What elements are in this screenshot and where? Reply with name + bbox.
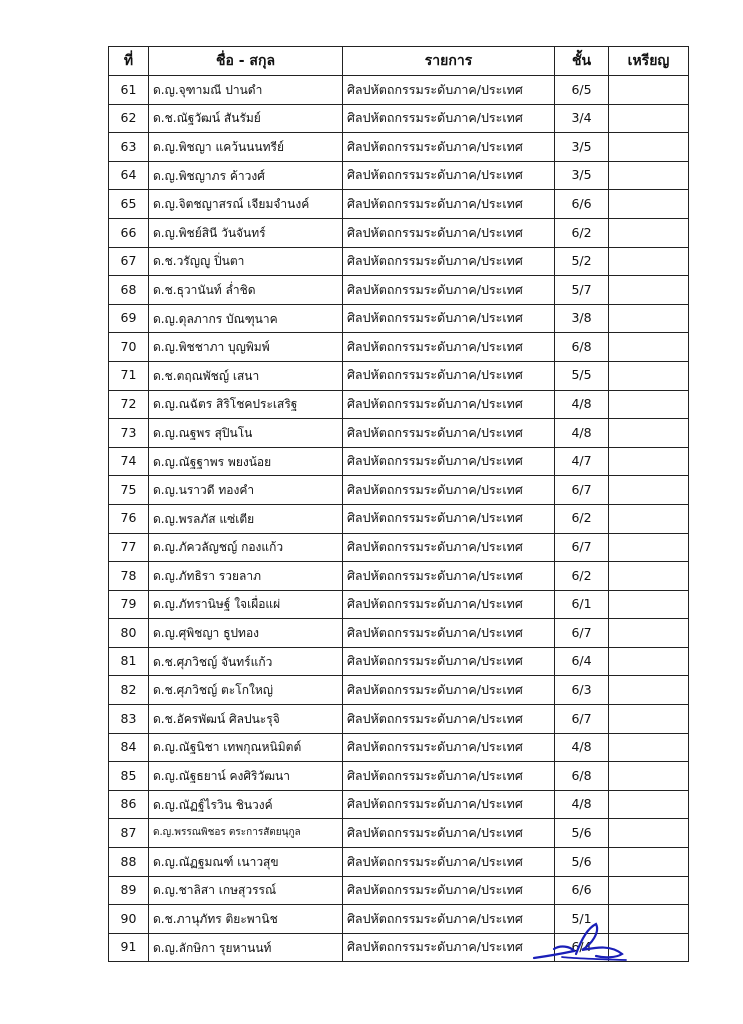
competition-item: ศิลปหัตถกรรมระดับภาค/ประเทศ (343, 419, 555, 448)
class-level: 3/8 (555, 304, 609, 333)
competition-item: ศิลปหัตถกรรมระดับภาค/ประเทศ (343, 762, 555, 791)
medal-cell (609, 705, 689, 734)
competition-item: ศิลปหัตถกรรมระดับภาค/ประเทศ (343, 848, 555, 877)
medal-cell (609, 190, 689, 219)
medal-cell (609, 333, 689, 362)
medal-cell (609, 76, 689, 105)
medal-cell (609, 533, 689, 562)
medal-cell (609, 504, 689, 533)
medal-cell (609, 647, 689, 676)
row-number: 89 (109, 876, 149, 905)
class-level: 3/4 (555, 104, 609, 133)
table-row (109, 647, 689, 676)
table-row (109, 590, 689, 619)
table-row (109, 562, 689, 591)
class-level: 6/2 (555, 504, 609, 533)
competition-item: ศิลปหัตถกรรมระดับภาค/ประเทศ (343, 476, 555, 505)
competition-item: ศิลปหัตถกรรมระดับภาค/ประเทศ (343, 705, 555, 734)
medal-cell (609, 447, 689, 476)
student-name: ด.ญ.ภัควลัญชญ์ กองแก้ว (149, 533, 343, 562)
class-level: 4/8 (555, 419, 609, 448)
class-level: 6/2 (555, 562, 609, 591)
class-level: 4/8 (555, 790, 609, 819)
competition-item: ศิลปหัตถกรรมระดับภาค/ประเทศ (343, 190, 555, 219)
medal-cell (609, 476, 689, 505)
medal-cell (609, 676, 689, 705)
student-name: ด.ช.ณัฐวัฒน์ สันรัมย์ (149, 104, 343, 133)
class-level: 6/3 (555, 676, 609, 705)
table-row (109, 133, 689, 162)
student-name: ด.ช.ศุภวิชญ์ ตะโกใหญ่ (149, 676, 343, 705)
table-row (109, 876, 689, 905)
competition-item: ศิลปหัตถกรรมระดับภาค/ประเทศ (343, 647, 555, 676)
student-name: ด.ช.อัครพัฒน์ ศิลปนะรุจิ (149, 705, 343, 734)
header-number: ที่ (109, 47, 149, 76)
table-row (109, 390, 689, 419)
table-row (109, 533, 689, 562)
student-name: ด.ช.ตฤณพัชญ์ เสนา (149, 361, 343, 390)
class-level: 6/7 (555, 619, 609, 648)
class-level: 6/1 (555, 590, 609, 619)
table-row (109, 762, 689, 791)
row-number: 71 (109, 361, 149, 390)
award-list-table (108, 46, 689, 962)
table-row (109, 104, 689, 133)
student-name: ด.ญ.จิตชญาสรณ์ เจียมจำนงค์ (149, 190, 343, 219)
row-number: 82 (109, 676, 149, 705)
medal-cell (609, 876, 689, 905)
class-level: 4/7 (555, 447, 609, 476)
student-name: ด.ญ.ณัฏฐ์ไรวิน ชินวงค์ (149, 790, 343, 819)
row-number: 65 (109, 190, 149, 219)
competition-item: ศิลปหัตถกรรมระดับภาค/ประเทศ (343, 933, 555, 962)
medal-cell (609, 104, 689, 133)
row-number: 72 (109, 390, 149, 419)
class-level: 6/2 (555, 218, 609, 247)
row-number: 63 (109, 133, 149, 162)
row-number: 77 (109, 533, 149, 562)
competition-item: ศิลปหัตถกรรมระดับภาค/ประเทศ (343, 218, 555, 247)
row-number: 74 (109, 447, 149, 476)
competition-item: ศิลปหัตถกรรมระดับภาค/ประเทศ (343, 819, 555, 848)
table-row (109, 848, 689, 877)
student-name: ด.ช.ภานุภัทร ติยะพานิช (149, 905, 343, 934)
row-number: 67 (109, 247, 149, 276)
table-row (109, 733, 689, 762)
competition-item: ศิลปหัตถกรรมระดับภาค/ประเทศ (343, 333, 555, 362)
medal-cell (609, 790, 689, 819)
student-name: ด.ญ.นราวดี ทองคำ (149, 476, 343, 505)
class-level: 4/8 (555, 733, 609, 762)
student-name: ด.ญ.ณัฐฐาพร พยงน้อย (149, 447, 343, 476)
medal-cell (609, 304, 689, 333)
table-row (109, 76, 689, 105)
row-number: 83 (109, 705, 149, 734)
student-name: ด.ช.ศุภวิชญ์ จันทร์แก้ว (149, 647, 343, 676)
table-row (109, 304, 689, 333)
student-name: ด.ญ.ณฐพร สุปินโน (149, 419, 343, 448)
row-number: 88 (109, 848, 149, 877)
student-name: ด.ช.ธุวานันท์ ล่ำชิด (149, 276, 343, 305)
class-level: 6/4 (555, 933, 609, 962)
row-number: 91 (109, 933, 149, 962)
row-number: 61 (109, 76, 149, 105)
competition-item: ศิลปหัตถกรรมระดับภาค/ประเทศ (343, 905, 555, 934)
class-level: 5/1 (555, 905, 609, 934)
student-name: ด.ญ.ชาลิสา เกษสุวรรณ์ (149, 876, 343, 905)
row-number: 78 (109, 562, 149, 591)
row-number: 69 (109, 304, 149, 333)
table-row (109, 476, 689, 505)
row-number: 70 (109, 333, 149, 362)
medal-cell (609, 762, 689, 791)
competition-item: ศิลปหัตถกรรมระดับภาค/ประเทศ (343, 504, 555, 533)
class-level: 4/8 (555, 390, 609, 419)
student-name: ด.ญ.พรลภัส แซ่เตีย (149, 504, 343, 533)
table-row (109, 790, 689, 819)
table-row (109, 247, 689, 276)
student-name: ด.ญ.ณัฐนิชา เทพกุณหนิมิตต์ (149, 733, 343, 762)
table-row (109, 190, 689, 219)
row-number: 84 (109, 733, 149, 762)
student-name: ด.ญ.ณฉัตร สิริโชคประเสริฐ (149, 390, 343, 419)
student-name: ด.ญ.ศุพิชญา ธูปทอง (149, 619, 343, 648)
student-name: ด.ญ.พิชญาภร ค้าวงศ์ (149, 161, 343, 190)
medal-cell (609, 848, 689, 877)
competition-item: ศิลปหัตถกรรมระดับภาค/ประเทศ (343, 533, 555, 562)
competition-item: ศิลปหัตถกรรมระดับภาค/ประเทศ (343, 447, 555, 476)
competition-item: ศิลปหัตถกรรมระดับภาค/ประเทศ (343, 361, 555, 390)
competition-item: ศิลปหัตถกรรมระดับภาค/ประเทศ (343, 790, 555, 819)
competition-item: ศิลปหัตถกรรมระดับภาค/ประเทศ (343, 247, 555, 276)
table-row (109, 361, 689, 390)
student-name: ด.ญ.ลักษิกา รุยหานนท์ (149, 933, 343, 962)
class-level: 5/5 (555, 361, 609, 390)
competition-item: ศิลปหัตถกรรมระดับภาค/ประเทศ (343, 390, 555, 419)
class-level: 5/6 (555, 819, 609, 848)
table-row (109, 819, 689, 848)
class-level: 6/6 (555, 876, 609, 905)
competition-item: ศิลปหัตถกรรมระดับภาค/ประเทศ (343, 76, 555, 105)
class-level: 5/7 (555, 276, 609, 305)
competition-item: ศิลปหัตถกรรมระดับภาค/ประเทศ (343, 304, 555, 333)
medal-cell (609, 133, 689, 162)
row-number: 86 (109, 790, 149, 819)
table-body (109, 76, 689, 962)
table-row (109, 504, 689, 533)
row-number: 85 (109, 762, 149, 791)
header-item: รายการ (343, 47, 555, 76)
student-name: ด.ญ.พิชญา แคว้นนนทรีย์ (149, 133, 343, 162)
class-level: 5/2 (555, 247, 609, 276)
competition-item: ศิลปหัตถกรรมระดับภาค/ประเทศ (343, 590, 555, 619)
header-class: ชั้น (555, 47, 609, 76)
class-level: 6/8 (555, 762, 609, 791)
medal-cell (609, 819, 689, 848)
row-number: 62 (109, 104, 149, 133)
medal-cell (609, 733, 689, 762)
class-level: 6/7 (555, 476, 609, 505)
medal-cell (609, 247, 689, 276)
table-row (109, 333, 689, 362)
student-name: ด.ญ.ณัฏฐมณฑ์ เนาวสุข (149, 848, 343, 877)
medal-cell (609, 562, 689, 591)
competition-item: ศิลปหัตถกรรมระดับภาค/ประเทศ (343, 733, 555, 762)
medal-cell (609, 361, 689, 390)
student-name: ด.ญ.ณัฐธยาน์ คงศิริวัฒนา (149, 762, 343, 791)
medal-cell (609, 590, 689, 619)
competition-item: ศิลปหัตถกรรมระดับภาค/ประเทศ (343, 133, 555, 162)
header-medal: เหรียญ (609, 47, 689, 76)
table-row (109, 619, 689, 648)
competition-item: ศิลปหัตถกรรมระดับภาค/ประเทศ (343, 104, 555, 133)
row-number: 68 (109, 276, 149, 305)
student-name: ด.ญ.พรรณพิชอร ตระการสัตยนุกูล (149, 819, 343, 848)
table-row (109, 161, 689, 190)
class-level: 6/4 (555, 647, 609, 676)
table-row (109, 705, 689, 734)
table-row (109, 676, 689, 705)
class-level: 5/6 (555, 848, 609, 877)
competition-item: ศิลปหัตถกรรมระดับภาค/ประเทศ (343, 676, 555, 705)
student-name: ด.ญ.ภัทธิรา รวยลาภ (149, 562, 343, 591)
row-number: 79 (109, 590, 149, 619)
medal-cell (609, 276, 689, 305)
class-level: 3/5 (555, 161, 609, 190)
competition-item: ศิลปหัตถกรรมระดับภาค/ประเทศ (343, 562, 555, 591)
row-number: 73 (109, 419, 149, 448)
class-level: 3/5 (555, 133, 609, 162)
competition-item: ศิลปหัตถกรรมระดับภาค/ประเทศ (343, 276, 555, 305)
medal-cell (609, 161, 689, 190)
student-name: ด.ญ.ภัทรานิษฐ์ ใจเผื่อแผ่ (149, 590, 343, 619)
medal-cell (609, 218, 689, 247)
student-name: ด.ญ.พิชชาภา บุญพิมพ์ (149, 333, 343, 362)
row-number: 80 (109, 619, 149, 648)
class-level: 6/8 (555, 333, 609, 362)
row-number: 87 (109, 819, 149, 848)
header-name: ชื่อ - สกุล (149, 47, 343, 76)
class-level: 6/5 (555, 76, 609, 105)
competition-item: ศิลปหัตถกรรมระดับภาค/ประเทศ (343, 876, 555, 905)
table-row (109, 276, 689, 305)
medal-cell (609, 619, 689, 648)
class-level: 6/6 (555, 190, 609, 219)
row-number: 64 (109, 161, 149, 190)
class-level: 6/7 (555, 705, 609, 734)
row-number: 66 (109, 218, 149, 247)
table-row (109, 419, 689, 448)
competition-item: ศิลปหัตถกรรมระดับภาค/ประเทศ (343, 619, 555, 648)
student-name: ด.ญ.พิชย์สินี วันจันทร์ (149, 218, 343, 247)
table-row (109, 447, 689, 476)
table-header-row (109, 47, 689, 76)
student-name: ด.ญ.ดุลภากร บัณฑุนาค (149, 304, 343, 333)
student-name: ด.ญ.จุฑามณี ปานดำ (149, 76, 343, 105)
signature-mark (530, 918, 630, 964)
table-row (109, 218, 689, 247)
row-number: 75 (109, 476, 149, 505)
row-number: 90 (109, 905, 149, 934)
row-number: 81 (109, 647, 149, 676)
student-name: ด.ช.วรัญญู ปิ่นตา (149, 247, 343, 276)
row-number: 76 (109, 504, 149, 533)
competition-item: ศิลปหัตถกรรมระดับภาค/ประเทศ (343, 161, 555, 190)
medal-cell (609, 419, 689, 448)
class-level: 6/7 (555, 533, 609, 562)
medal-cell (609, 390, 689, 419)
